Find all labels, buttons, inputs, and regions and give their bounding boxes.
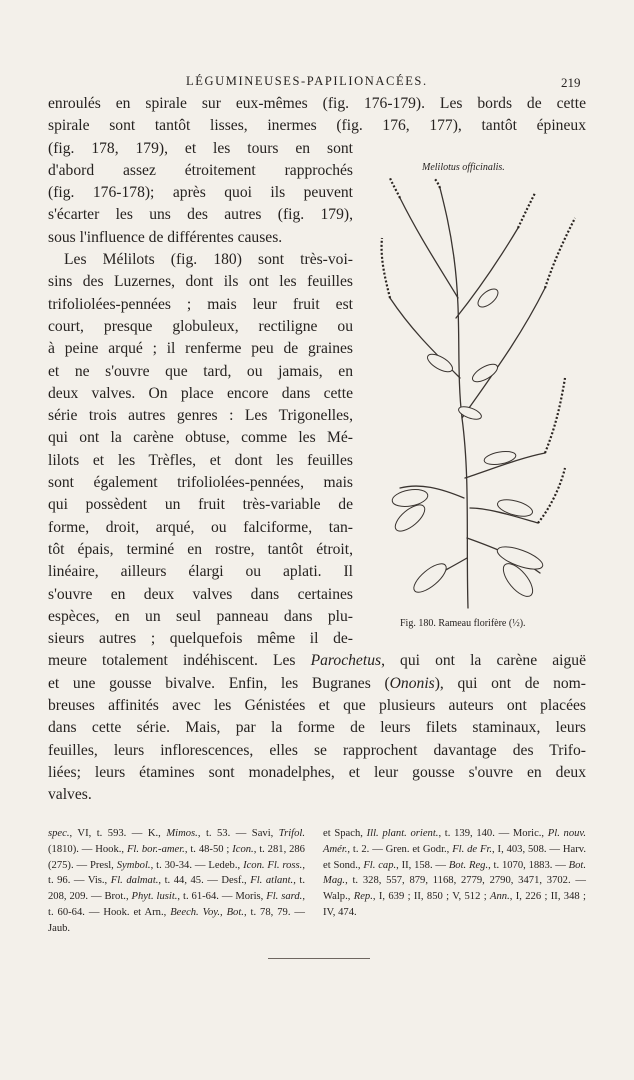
ref-title: Icon. [232,843,254,855]
ref-title: Beech. Voy., Bot. [170,906,244,918]
ref-title: Icon. Fl. ross. [243,859,303,871]
text-line: trifoliolées-pennées ; mais leur fruit est [48,295,353,313]
ref-text: , t. 2. — Gren. et Godr., [347,843,453,855]
ref-text: , t. 208, 209. — Brot., [48,875,305,903]
figure-melilotus [370,150,588,650]
text-line: dans cette série. Mais, par la forme de leurs filets staminaux, leurs [48,719,586,737]
text-line: deux valves. On place encore dans cette [48,384,353,402]
ref-text: , t. 96. — Vis., [48,859,305,887]
text-line [48,673,586,695]
ref-title: Ill. plant. orient. [366,828,439,839]
ref-text: , t. 60-64. — Hook. et Arn., [48,891,305,918]
running-title: LÉGUMINEUSES-PAPILIONACÉES. [186,74,428,88]
ref-text: (1810). — Hook., [48,843,127,855]
melilotus-illustration [370,178,588,614]
ref-text: , t. 44, 45. — Desf., [158,875,251,887]
ref-text: , t. 139, 140. — Moric., [438,828,548,839]
ref-title: Bot. Mag. [323,859,586,887]
text-span: , qui ont la carène aiguë [381,652,586,670]
figure-title: Melilotus officinalis. [422,162,505,173]
ref-text: , t. 281, 286 (275). — Presl, [48,843,305,871]
text-line: spirale sont tantôt lisses, inermes (fig. 176, 177), tantôt épineux [48,117,586,135]
ref-title: Fl. cap. [363,859,397,871]
ref-title: Ann. [490,891,510,903]
ref-title: Fl. de Fr. [452,843,493,855]
text-line: série trois autres genres : Les Trigonelles, [48,407,353,425]
ref-text: , t. 61-64. — Moris, [177,891,267,903]
references-left [48,826,305,937]
ref-text: , I, 639 ; II, 850 ; V, 512 ; [372,891,491,903]
ref-text: , t. 48-50 ; [184,843,233,855]
ref-title: Pl. nouv. Amér. [323,828,587,855]
text-line: s'écarter les uns des autres (fig. 179), [48,206,353,224]
references-right [323,826,586,921]
ref-title: Symbol. [116,859,151,871]
ref-title: Trifol. [278,828,305,839]
ref-title: Fl. atlant. [250,875,294,887]
ref-title: Rep. [353,891,373,903]
text-line: breuses affinités avec les Génistées et que plusieurs auteurs ont placées [48,697,586,715]
text-line: qui possèdent un fruit très-variable de [48,496,353,514]
ref-text: , t. 1070, 1883. — [488,859,569,871]
ref-text: , I, 226 ; II, 348 ; IV, 474. [323,891,586,918]
page-number: 219 [561,75,581,90]
text-line: enroulés en spirale sur eux-mêmes (fig. 176-179). Les bords de cette [48,95,586,112]
text-line: et ne s'ouvre que tard, ou jamais, en [48,362,353,380]
text-line: (fig. 178, 179), et les tours en sont [48,139,353,157]
text-line: sins des Luzernes, dont ils ont les feuilles [48,273,353,291]
footer-rule [268,958,370,959]
text-line: (fig. 176-178); après quoi ils peuvent [48,184,353,202]
ref-text: et Spach, [323,828,367,839]
text-line: court, presque globuleux, rectiligne ou [48,317,353,335]
ref-text: , VI, t. 593. — K., [69,828,167,839]
text-line: à peine arqué ; il renferme peu de graines [48,340,353,358]
text-span: meure totalement indéhiscent. Les [48,652,311,670]
ref-text: , t. 30-34. — Ledeb., [150,859,244,871]
figure-caption: Fig. 180. Rameau florifère (½). [400,618,526,629]
ref-title: Mimos. [166,828,198,839]
ref-title: Bot. Reg. [448,859,489,871]
text-line: Les Mélilots (fig. 180) sont très-voi- [64,251,353,269]
text-line: tôt épais, terminé en rostre, tantôt étroit, [48,540,353,558]
text-line: sont également trifoliolées-pennées, mais [48,474,353,492]
text-span: et une gousse bivalve. Enfin, les Bugranes ( [48,674,390,692]
page-header [0,74,634,92]
ref-title: Fl. dalmat. [110,875,159,887]
text-line: sieurs autres ; quelquefois même il de- [48,630,353,648]
ref-text: , I, 403, 508. — Harv. et Sond., [323,843,586,871]
text-line: espèces, en un seul panneau dans plu- [48,607,353,625]
text-line: qui ont la carène obtuse, comme les Mé- [48,429,353,447]
text-line: sous l'influence de différentes causes. [48,228,283,246]
ref-text: , II, 158. — [396,859,449,871]
ref-title: Phyt. lusit. [131,891,178,903]
paragraph-2-full [48,650,586,806]
text-line: linéaire, ailleurs élargi ou aplati. Il [48,563,353,581]
genus-parochetus: Parochetus [310,652,382,670]
text-line: forme, droit, arqué, ou falciforme, tan- [48,518,353,536]
ref-title: spec. [48,828,70,839]
text-line: liées; leurs étamines sont monadelphes, et leur gousse s'ouvre en deux [48,763,586,781]
genus-ononis: Ononis [389,674,435,692]
ref-text: , t. 53. — Savi, [197,828,279,839]
text-line: d'abord assez étroitement rapprochés [48,161,353,179]
text-span: ), qui ont de nom- [434,674,586,692]
text-line [48,650,586,672]
ref-text: , t. 328, 557, 879, 1168, 2779, 2790, 3471, 3702. — Walp., [323,875,586,903]
ref-text: , t. 78, 79. — Jaub. [48,906,306,934]
text-line: feuilles, leurs inflorescences, elles se rapprochent davantage des Trifo- [48,741,586,759]
text-line: s'ouvre en deux valves dans certaines [48,585,353,603]
ref-title: Fl. sard. [266,891,303,903]
text-line: lilots et les Trèfles, et dont les feuilles [48,451,353,469]
text-line: valves. [48,786,92,804]
ref-title: Fl. bor.-amer. [126,843,185,855]
